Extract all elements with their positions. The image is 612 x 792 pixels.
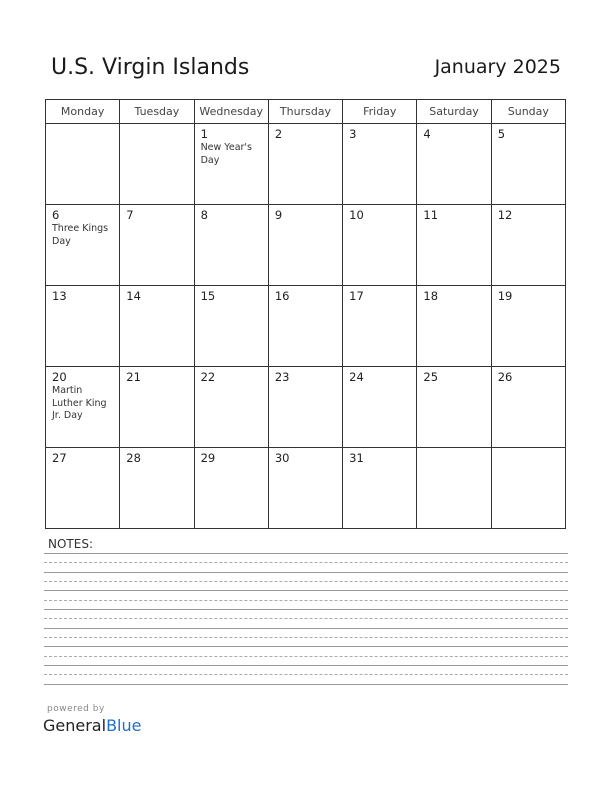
notes-line xyxy=(44,562,568,563)
day-cell xyxy=(491,367,565,448)
notes-line xyxy=(44,674,568,675)
day-number: 27 xyxy=(52,451,67,465)
notes-line xyxy=(44,628,568,629)
weekday-header: Saturday xyxy=(417,100,491,124)
notes-line xyxy=(44,553,568,554)
notes-line xyxy=(44,600,568,601)
day-number: 8 xyxy=(200,208,208,222)
day-number: 11 xyxy=(423,208,439,222)
day-number: 29 xyxy=(200,451,216,465)
day-cell xyxy=(194,124,268,205)
powered-by-text: powered by xyxy=(47,704,105,714)
day-cell xyxy=(268,124,342,205)
week-row xyxy=(46,448,566,529)
day-cell xyxy=(120,367,194,448)
day-number: 6 xyxy=(52,208,60,222)
day-number: 19 xyxy=(497,289,513,303)
day-cell xyxy=(120,124,194,205)
day-number: 16 xyxy=(274,289,290,303)
weekday-header-row xyxy=(46,100,566,124)
day-number: 30 xyxy=(274,451,290,465)
day-cell xyxy=(268,367,342,448)
day-number: 3 xyxy=(349,127,357,141)
brand-logo xyxy=(43,716,141,735)
day-number: 25 xyxy=(423,370,439,384)
day-cell xyxy=(417,205,491,286)
day-cell xyxy=(343,367,417,448)
day-cell xyxy=(268,448,342,529)
page-title: U.S. Virgin Islands xyxy=(51,55,250,80)
day-cell xyxy=(491,286,565,367)
notes-line xyxy=(44,581,568,582)
day-number: 13 xyxy=(52,289,67,303)
day-cell xyxy=(343,286,417,367)
week-row xyxy=(46,124,566,205)
day-cell xyxy=(194,286,268,367)
day-cell xyxy=(120,448,194,529)
notes-line xyxy=(44,637,568,638)
day-cell xyxy=(417,124,491,205)
day-number: 7 xyxy=(126,208,134,222)
calendar-grid xyxy=(45,99,566,529)
week-row xyxy=(46,286,566,367)
notes-line xyxy=(44,665,568,666)
day-number: 26 xyxy=(497,370,513,384)
day-cell xyxy=(417,367,491,448)
brand-blue-text: Blue xyxy=(106,716,142,735)
holiday-label: New Year's Day xyxy=(200,142,252,166)
day-number: 10 xyxy=(349,208,364,222)
weekday-header: Thursday xyxy=(268,100,342,124)
day-cell xyxy=(120,286,194,367)
notes-line xyxy=(44,684,568,685)
notes-line xyxy=(44,590,568,591)
weekday-header: Wednesday xyxy=(194,100,268,124)
day-number: 2 xyxy=(274,127,283,141)
day-number: 21 xyxy=(126,370,141,384)
day-number: 24 xyxy=(349,370,364,384)
weekday-header: Friday xyxy=(343,100,417,124)
month-label: January 2025 xyxy=(434,56,561,78)
notes-line xyxy=(44,656,568,657)
day-number: 1 xyxy=(200,127,208,141)
day-cell xyxy=(343,448,417,529)
weekday-header: Monday xyxy=(46,100,120,124)
day-cell xyxy=(417,448,491,529)
day-cell xyxy=(46,205,120,286)
notes-line xyxy=(44,618,568,619)
day-number: 14 xyxy=(126,289,141,303)
day-number: 28 xyxy=(126,451,141,465)
week-row xyxy=(46,367,566,448)
day-number: 9 xyxy=(274,208,283,222)
day-cell xyxy=(491,124,565,205)
week-row xyxy=(46,205,566,286)
day-number: 15 xyxy=(200,289,216,303)
day-number: 20 xyxy=(52,370,67,384)
day-number: 18 xyxy=(423,289,439,303)
notes-label: NOTES: xyxy=(48,537,93,551)
brand-general-text: General xyxy=(43,716,107,735)
holiday-label: Three Kings Day xyxy=(52,223,109,247)
day-number: 4 xyxy=(423,127,431,141)
day-number: 22 xyxy=(200,370,216,384)
day-cell xyxy=(268,205,342,286)
day-cell xyxy=(194,367,268,448)
day-cell xyxy=(343,124,417,205)
notes-line xyxy=(44,646,568,647)
day-number: 17 xyxy=(349,289,364,303)
day-cell xyxy=(46,286,120,367)
day-cell xyxy=(268,286,342,367)
holiday-label: Martin Luther King Jr. Day xyxy=(52,385,107,421)
day-cell xyxy=(343,205,417,286)
day-number: 31 xyxy=(349,451,364,465)
weekday-header: Tuesday xyxy=(120,100,194,124)
day-number: 23 xyxy=(274,370,290,384)
notes-line xyxy=(44,572,568,573)
day-cell xyxy=(46,448,120,529)
day-cell xyxy=(120,205,194,286)
day-number: 5 xyxy=(497,127,506,141)
day-cell xyxy=(46,367,120,448)
weekday-header: Sunday xyxy=(491,100,565,124)
day-cell xyxy=(491,448,565,529)
day-cell xyxy=(46,124,120,205)
day-cell xyxy=(194,205,268,286)
day-cell xyxy=(194,448,268,529)
notes-line xyxy=(44,609,568,610)
day-number: 12 xyxy=(497,208,513,222)
day-cell xyxy=(417,286,491,367)
day-cell xyxy=(491,205,565,286)
